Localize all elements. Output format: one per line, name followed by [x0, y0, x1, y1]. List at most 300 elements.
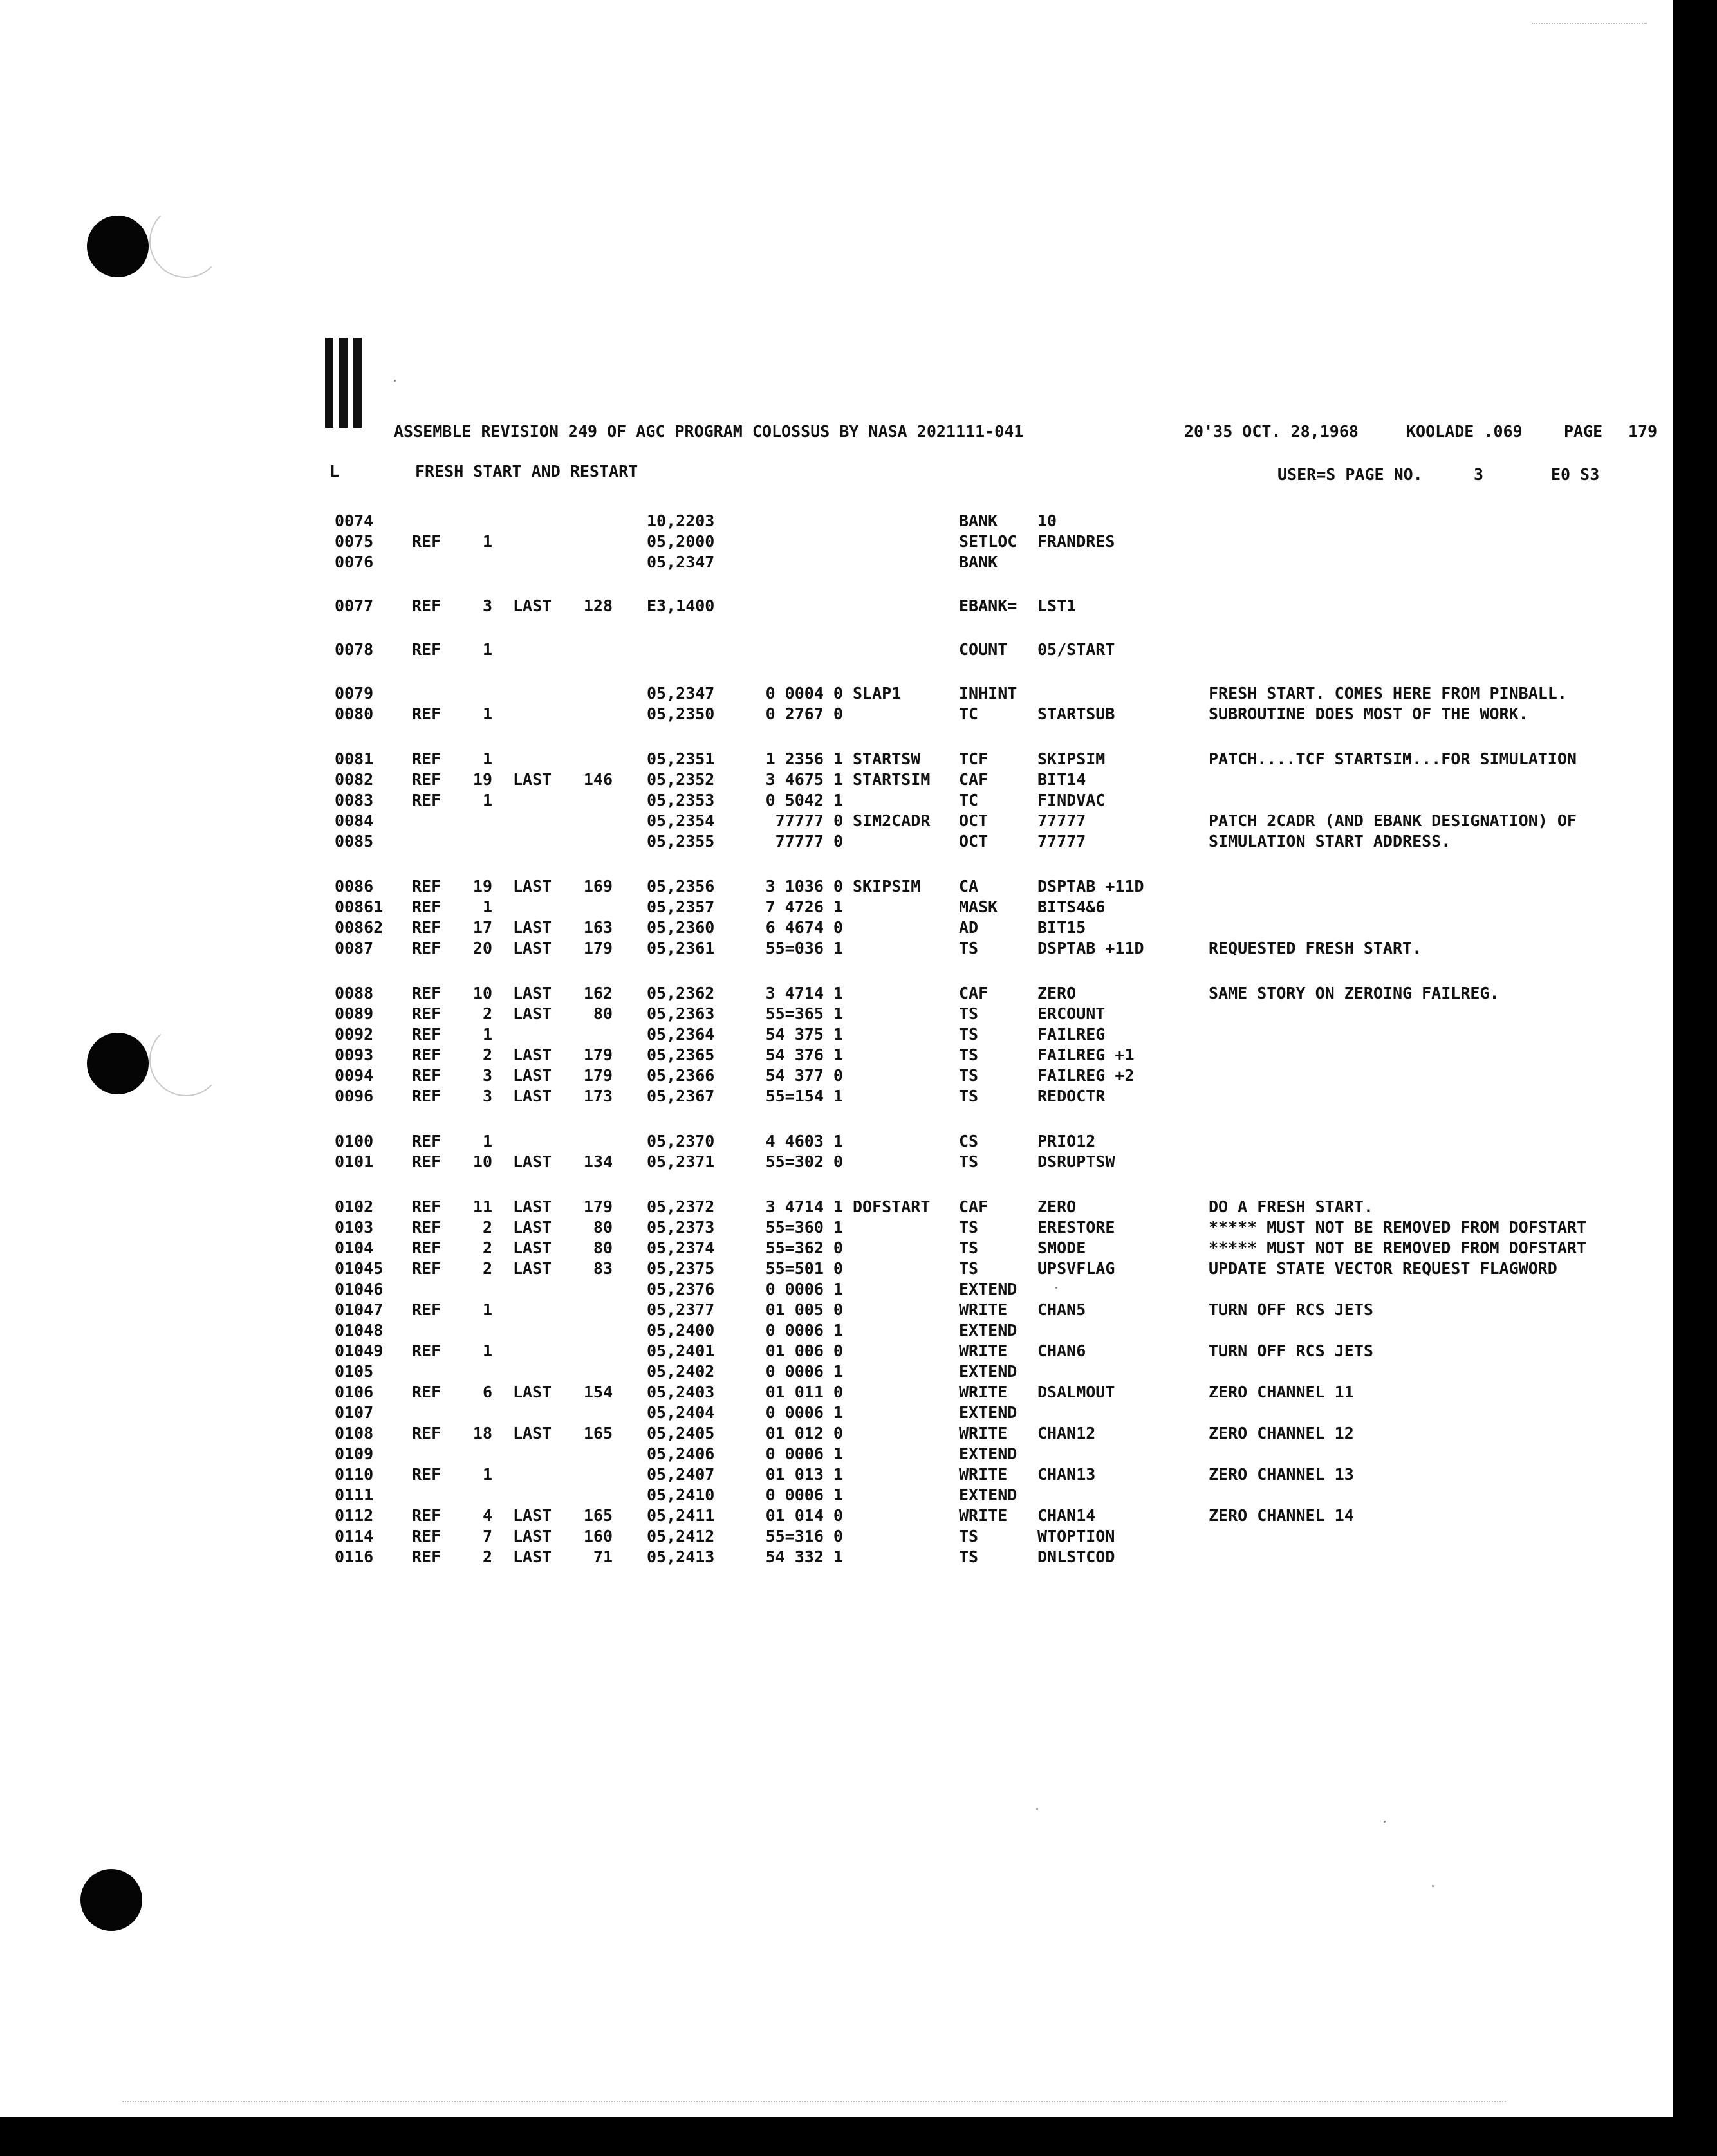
address: 05,2353: [647, 791, 715, 809]
ref-count: 18: [472, 1424, 492, 1442]
speck: [1432, 1885, 1434, 1887]
last-marker: LAST: [513, 1424, 552, 1442]
comment: ***** MUST NOT BE REMOVED FROM DOFSTART: [1209, 1218, 1586, 1237]
octal-word: 3 1036 0: [765, 877, 843, 896]
octal-word: 54 377 0: [765, 1066, 843, 1085]
operand: FAILREG +2: [1037, 1066, 1135, 1085]
opcode: EBANK=: [959, 596, 1017, 615]
listing-row: [0, 1239, 1717, 1259]
octal-word: 55=316 0: [765, 1527, 843, 1545]
listing-row: [0, 791, 1717, 811]
listing-row: [0, 1527, 1717, 1547]
opcode: BANK: [959, 511, 998, 530]
listing-row: [0, 1424, 1717, 1444]
line-number: 01047: [335, 1300, 384, 1319]
ref-marker: REF: [412, 918, 441, 937]
opcode: TS: [959, 1025, 979, 1044]
line-number: 0078: [335, 640, 374, 659]
line-number: 01049: [335, 1341, 384, 1360]
opcode: INHINT: [959, 684, 1017, 703]
address: 05,2403: [647, 1383, 715, 1401]
opcode: OCT: [959, 832, 988, 851]
line-number: 0101: [335, 1152, 374, 1171]
opcode: TS: [959, 1239, 979, 1257]
operand: FAILREG +1: [1037, 1046, 1135, 1064]
last-page: 179: [583, 939, 613, 957]
listing-row: [0, 1046, 1717, 1066]
ref-count: 2: [482, 1218, 492, 1237]
opcode: EXTEND: [959, 1280, 1017, 1298]
last-marker: LAST: [513, 770, 552, 789]
address: 05,2367: [647, 1087, 715, 1105]
line-number: 0077: [335, 596, 374, 615]
comment: DO A FRESH START.: [1209, 1197, 1373, 1216]
opcode: CAF: [959, 770, 988, 789]
ref-count: 10: [472, 1152, 492, 1171]
listing-row: [0, 877, 1717, 898]
opcode: EXTEND: [959, 1321, 1017, 1340]
opcode: AD: [959, 918, 979, 937]
punch-hole-shadow-top: [149, 205, 223, 278]
last-page: 179: [583, 1066, 613, 1085]
last-page: 80: [593, 1239, 613, 1257]
line-number: 0106: [335, 1383, 374, 1401]
octal-word: 55=036 1: [765, 939, 843, 957]
line-number: 0108: [335, 1424, 374, 1442]
operand: DSALMOUT: [1037, 1383, 1115, 1401]
ref-count: 17: [472, 918, 492, 937]
line-number: 0087: [335, 939, 374, 957]
address: 05,2365: [647, 1046, 715, 1064]
operand: BIT15: [1037, 918, 1086, 937]
last-marker: LAST: [513, 1527, 552, 1545]
last-marker: LAST: [513, 984, 552, 1002]
operand: CHAN6: [1037, 1341, 1086, 1360]
opcode: OCT: [959, 811, 988, 830]
comment: SAME STORY ON ZEROING FAILREG.: [1209, 984, 1499, 1002]
ref-count: 2: [482, 1046, 492, 1064]
listing-row: [0, 1259, 1717, 1280]
operand: FRANDRES: [1037, 532, 1115, 551]
opcode: TC: [959, 705, 979, 723]
opcode: WRITE: [959, 1465, 1008, 1484]
header-title: ASSEMBLE REVISION 249 OF AGC PROGRAM COLOSSUS BY NASA 2021111-041: [394, 422, 1024, 441]
listing-row: [0, 1087, 1717, 1107]
comment: FRESH START. COMES HERE FROM PINBALL.: [1209, 684, 1567, 703]
operand: SKIPSIM: [1037, 750, 1106, 768]
ref-marker: REF: [412, 640, 441, 659]
last-marker: LAST: [513, 1004, 552, 1023]
line-number: 0111: [335, 1486, 374, 1504]
line-number: 0110: [335, 1465, 374, 1484]
ref-marker: REF: [412, 1547, 441, 1566]
octal-word: 01 014 0: [765, 1506, 843, 1525]
last-page: 146: [583, 770, 613, 789]
line-number: 0089: [335, 1004, 374, 1023]
line-number: 0112: [335, 1506, 374, 1525]
address: 05,2372: [647, 1197, 715, 1216]
address: 05,2410: [647, 1486, 715, 1504]
address: 05,2362: [647, 984, 715, 1002]
last-page: 80: [593, 1004, 613, 1023]
last-marker: LAST: [513, 1383, 552, 1401]
ref-marker: REF: [412, 1218, 441, 1237]
octal-word: 54 332 1: [765, 1547, 843, 1566]
last-page: 165: [583, 1506, 613, 1525]
line-number: 0082: [335, 770, 374, 789]
opcode: TS: [959, 1152, 979, 1171]
listing-row: [0, 1197, 1717, 1218]
opcode: EXTEND: [959, 1486, 1017, 1504]
last-page: 162: [583, 984, 613, 1002]
ref-marker: REF: [412, 750, 441, 768]
octal-word: 54 376 1: [765, 1046, 843, 1064]
listing-row: [0, 511, 1717, 532]
opcode: WRITE: [959, 1300, 1008, 1319]
symbol-label: DOFSTART: [853, 1197, 931, 1216]
last-page: 173: [583, 1087, 613, 1105]
line-number: 0096: [335, 1087, 374, 1105]
ref-count: 1: [482, 898, 492, 916]
last-page: 154: [583, 1383, 613, 1401]
last-marker: LAST: [513, 1239, 552, 1257]
listing-row: [0, 750, 1717, 770]
listing-row: [0, 1362, 1717, 1383]
listing-row: [0, 1383, 1717, 1403]
last-page: 80: [593, 1218, 613, 1237]
opcode: EXTEND: [959, 1403, 1017, 1422]
line-number: 0080: [335, 705, 374, 723]
opcode: CS: [959, 1132, 979, 1150]
subheader-marker: L: [329, 462, 340, 481]
opcode: TS: [959, 1547, 979, 1566]
line-number: 0088: [335, 984, 374, 1002]
operand: ZERO: [1037, 1197, 1077, 1216]
symbol-label: STARTSW: [853, 750, 921, 768]
ref-count: 10: [472, 984, 492, 1002]
section-title: FRESH START AND RESTART: [415, 462, 638, 481]
opcode: EXTEND: [959, 1444, 1017, 1463]
operand: ZERO: [1037, 984, 1077, 1002]
last-marker: LAST: [513, 1547, 552, 1566]
octal-word: 1 2356 1: [765, 750, 843, 768]
opcode: TS: [959, 1087, 979, 1105]
line-number: 01045: [335, 1259, 384, 1278]
ref-count: 7: [482, 1527, 492, 1545]
last-page: 83: [593, 1259, 613, 1278]
octal-word: 3 4675 1: [765, 770, 843, 789]
perforation-edge: [122, 2101, 1506, 2103]
operand: STARTSUB: [1037, 705, 1115, 723]
speck: [1055, 1287, 1057, 1289]
listing-row: [0, 770, 1717, 791]
comment: UPDATE STATE VECTOR REQUEST FLAGWORD: [1209, 1259, 1557, 1278]
line-number: 0114: [335, 1527, 374, 1545]
ref-marker: REF: [412, 984, 441, 1002]
address: 05,2351: [647, 750, 715, 768]
opcode: TCF: [959, 750, 988, 768]
last-marker: LAST: [513, 1218, 552, 1237]
ref-marker: REF: [412, 1239, 441, 1257]
perforation-top: [1532, 23, 1647, 25]
ref-count: 6: [482, 1383, 492, 1401]
address: 05,2352: [647, 770, 715, 789]
ref-count: 1: [482, 640, 492, 659]
listing-row: [0, 939, 1717, 959]
line-number: 0104: [335, 1239, 374, 1257]
octal-word: 3 4714 1: [765, 1197, 843, 1216]
listing-row: [0, 553, 1717, 573]
operand: WTOPTION: [1037, 1527, 1115, 1545]
ref-marker: REF: [412, 939, 441, 957]
ref-marker: REF: [412, 1506, 441, 1525]
listing-row: [0, 1486, 1717, 1506]
listing-row: [0, 532, 1717, 553]
speck: [394, 380, 396, 382]
comment: REQUESTED FRESH START.: [1209, 939, 1422, 957]
listing-row: [0, 1280, 1717, 1300]
listing-row: [0, 1506, 1717, 1527]
listing-row: [0, 596, 1717, 617]
comment: PATCH....TCF STARTSIM...FOR SIMULATION: [1209, 750, 1577, 768]
last-page: 134: [583, 1152, 613, 1171]
comment: ZERO CHANNEL 14: [1209, 1506, 1354, 1525]
operand: FINDVAC: [1037, 791, 1106, 809]
ref-marker: REF: [412, 877, 441, 896]
address: 05,2377: [647, 1300, 715, 1319]
opcode: WRITE: [959, 1424, 1008, 1442]
octal-word: 0 0006 1: [765, 1362, 843, 1381]
user-page-label: USER=S PAGE NO.: [1277, 465, 1423, 484]
ref-count: 1: [482, 532, 492, 551]
last-page: 71: [593, 1547, 613, 1566]
address: 05,2411: [647, 1506, 715, 1525]
octal-word: 55=362 0: [765, 1239, 843, 1257]
octal-word: 0 2767 0: [765, 705, 843, 723]
ref-marker: REF: [412, 596, 441, 615]
operand: DSPTAB +11D: [1037, 877, 1144, 896]
ref-count: 2: [482, 1004, 492, 1023]
line-number: 0084: [335, 811, 374, 830]
address: 10,2203: [647, 511, 715, 530]
line-number: 00861: [335, 898, 384, 916]
operand: ERESTORE: [1037, 1218, 1115, 1237]
opcode: WRITE: [959, 1341, 1008, 1360]
ref-count: 1: [482, 1465, 492, 1484]
operand: UPSVFLAG: [1037, 1259, 1115, 1278]
operand: 77777: [1037, 811, 1086, 830]
header-page-number: 179: [1628, 422, 1658, 441]
octal-word: 55=501 0: [765, 1259, 843, 1278]
ref-marker: REF: [412, 1132, 441, 1150]
last-marker: LAST: [513, 939, 552, 957]
speck: [1036, 1808, 1038, 1810]
ref-marker: REF: [412, 791, 441, 809]
ref-count: 2: [482, 1547, 492, 1566]
address: 05,2407: [647, 1465, 715, 1484]
opcode: CAF: [959, 1197, 988, 1216]
symbol-label: STARTSIM: [853, 770, 931, 789]
address: 05,2370: [647, 1132, 715, 1150]
barcode-mark: [325, 338, 370, 434]
octal-word: 01 011 0: [765, 1383, 843, 1401]
user-page-number: 3: [1474, 465, 1484, 484]
ref-marker: REF: [412, 1424, 441, 1442]
comment: PATCH 2CADR (AND EBANK DESIGNATION) OF: [1209, 811, 1577, 830]
punch-hole-bottom: [80, 1869, 142, 1931]
listing-row: [0, 684, 1717, 705]
address: 05,2371: [647, 1152, 715, 1171]
ref-count: 1: [482, 791, 492, 809]
comment: SIMULATION START ADDRESS.: [1209, 832, 1451, 851]
ref-marker: REF: [412, 1004, 441, 1023]
octal-word: 55=154 1: [765, 1087, 843, 1105]
operand: PRIO12: [1037, 1132, 1096, 1150]
operand: 77777: [1037, 832, 1086, 851]
line-number: 0086: [335, 877, 374, 896]
address: 05,2347: [647, 684, 715, 703]
ref-marker: REF: [412, 1300, 441, 1319]
listing-row: [0, 1152, 1717, 1173]
opcode: TS: [959, 1259, 979, 1278]
opcode: BANK: [959, 553, 998, 571]
last-marker: LAST: [513, 1152, 552, 1171]
octal-word: 01 006 0: [765, 1341, 843, 1360]
operand: CHAN12: [1037, 1424, 1096, 1442]
last-marker: LAST: [513, 1197, 552, 1216]
octal-word: 6 4674 0: [765, 918, 843, 937]
last-page: 165: [583, 1424, 613, 1442]
ref-marker: REF: [412, 1197, 441, 1216]
octal-word: 55=360 1: [765, 1218, 843, 1237]
last-marker: LAST: [513, 1066, 552, 1085]
last-page: 169: [583, 877, 613, 896]
octal-word: 0 5042 1: [765, 791, 843, 809]
address: 05,2361: [647, 939, 715, 957]
listing-row: [0, 811, 1717, 832]
ref-count: 20: [472, 939, 492, 957]
last-marker: LAST: [513, 596, 552, 615]
line-number: 0083: [335, 791, 374, 809]
opcode: COUNT: [959, 640, 1008, 659]
octal-word: 0 0006 1: [765, 1321, 843, 1340]
line-number: 0092: [335, 1025, 374, 1044]
address: 05,2404: [647, 1403, 715, 1422]
address: 05,2375: [647, 1259, 715, 1278]
last-marker: LAST: [513, 1506, 552, 1525]
address: 05,2376: [647, 1280, 715, 1298]
ref-count: 19: [472, 877, 492, 896]
operand: DNLSTCOD: [1037, 1547, 1115, 1566]
line-number: 0116: [335, 1547, 374, 1566]
address: 05,2355: [647, 832, 715, 851]
octal-word: 01 013 1: [765, 1465, 843, 1484]
ref-count: 1: [482, 1025, 492, 1044]
listing-row: [0, 705, 1717, 725]
ref-count: 1: [482, 1300, 492, 1319]
address: 05,2401: [647, 1341, 715, 1360]
user-page-code: E0 S3: [1551, 465, 1600, 484]
operand: CHAN13: [1037, 1465, 1096, 1484]
ref-count: 3: [482, 596, 492, 615]
listing-row: [0, 1341, 1717, 1362]
address: 05,2363: [647, 1004, 715, 1023]
ref-count: 11: [472, 1197, 492, 1216]
last-page: 160: [583, 1527, 613, 1545]
line-number: 0107: [335, 1403, 374, 1422]
line-number: 0074: [335, 511, 374, 530]
line-number: 0076: [335, 553, 374, 571]
listing-row: [0, 1025, 1717, 1046]
listing-row: [0, 1403, 1717, 1424]
last-page: 128: [583, 596, 613, 615]
line-number: 0081: [335, 750, 374, 768]
opcode: CA: [959, 877, 979, 896]
ref-count: 3: [482, 1087, 492, 1105]
symbol-label: SKIPSIM: [853, 877, 921, 896]
ref-marker: REF: [412, 770, 441, 789]
symbol-label: SIM2CADR: [853, 811, 931, 830]
octal-word: 0 0004 0: [765, 684, 843, 703]
octal-word: 77777 0: [775, 811, 843, 830]
ref-marker: REF: [412, 1152, 441, 1171]
comment: TURN OFF RCS JETS: [1209, 1341, 1373, 1360]
operand: DSPTAB +11D: [1037, 939, 1144, 957]
line-number: 0105: [335, 1362, 374, 1381]
ref-marker: REF: [412, 1341, 441, 1360]
listing-row: [0, 984, 1717, 1004]
last-marker: LAST: [513, 1259, 552, 1278]
opcode: TS: [959, 1004, 979, 1023]
octal-word: 0 0006 1: [765, 1486, 843, 1504]
line-number: 0093: [335, 1046, 374, 1064]
ref-marker: REF: [412, 1025, 441, 1044]
ref-marker: REF: [412, 1066, 441, 1085]
last-marker: LAST: [513, 1087, 552, 1105]
address: 05,2373: [647, 1218, 715, 1237]
line-number: 0085: [335, 832, 374, 851]
listing-row: [0, 1321, 1717, 1341]
ref-marker: REF: [412, 1465, 441, 1484]
address: 05,2402: [647, 1362, 715, 1381]
last-page: 179: [583, 1197, 613, 1216]
opcode: WRITE: [959, 1383, 1008, 1401]
punch-hole-top: [87, 216, 149, 277]
address: 05,2356: [647, 877, 715, 896]
header-page-label: PAGE: [1564, 422, 1603, 441]
address: 05,2400: [647, 1321, 715, 1340]
opcode: TS: [959, 1066, 979, 1085]
ref-marker: REF: [412, 532, 441, 551]
ref-count: 4: [482, 1506, 492, 1525]
address: 05,2406: [647, 1444, 715, 1463]
ref-count: 19: [472, 770, 492, 789]
ref-count: 1: [482, 1132, 492, 1150]
operand: LST1: [1037, 596, 1077, 615]
octal-word: 0 0006 1: [765, 1403, 843, 1422]
opcode: WRITE: [959, 1506, 1008, 1525]
operand: 10: [1037, 511, 1057, 530]
operand: SMODE: [1037, 1239, 1086, 1257]
ref-count: 2: [482, 1259, 492, 1278]
ref-count: 2: [482, 1239, 492, 1257]
operand: FAILREG: [1037, 1025, 1106, 1044]
line-number: 0094: [335, 1066, 374, 1085]
listing-row: [0, 1004, 1717, 1025]
ref-count: 1: [482, 750, 492, 768]
last-marker: LAST: [513, 918, 552, 937]
operand: DSRUPTSW: [1037, 1152, 1115, 1171]
